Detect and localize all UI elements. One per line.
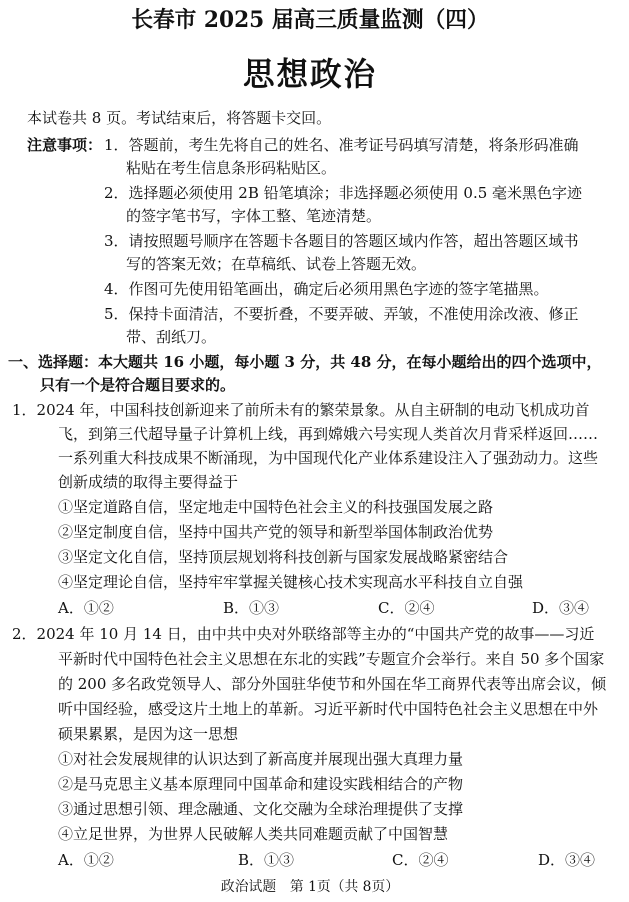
question-1-stem: 一系列重大科技成果不断涌现，为中国现代化产业体系建设注入了强劲动力。这些 [58, 449, 599, 467]
option-c: C．②④ [378, 599, 435, 617]
question-2-stem: 硕果累累，是因为这一思想 [58, 725, 239, 743]
intro-text: 本试卷共 8 页。考试结束后，将答题卡交回。 [27, 109, 332, 127]
note-line: 1．答题前，考生先将自己的姓名、准考证号码填写清楚，将条形码准确 [104, 136, 579, 154]
section-heading: 只有一个是符合题目要求的。 [40, 376, 236, 394]
question-1-item: ④坚定理论自信，坚持牢牢掌握关键核心技术实现高水平科技自立自强 [58, 573, 524, 591]
question-1-stem: 创新成绩的取得主要得益于 [58, 473, 239, 491]
note-line: 2．选择题必须使用 2B 铅笔填涂；非选择题必须使用 0.5 毫米黑色字迹 [104, 184, 583, 202]
section-heading: 一、选择题：本大题共 16 小题，每小题 3 分，共 48 分，在每小题给出的四个选项中， [8, 353, 602, 371]
note-line: 粘贴在考生信息条形码粘贴区。 [126, 159, 337, 177]
note-line: 5．保持卡面清洁，不要折叠，不要弄破、弄皱，不准使用涂改液、修正 [104, 305, 579, 323]
question-1-item: ③坚定文化自信，坚持顶层规划将科技创新与国家发展战略紧密结合 [58, 548, 509, 566]
notes-label: 注意事项： [27, 136, 103, 154]
option-d: D．③④ [538, 851, 596, 869]
question-2-stem: 平新时代中国特色社会主义思想在东北的实践”专题宣介会举行。来自 50 多个国家 [58, 650, 605, 668]
question-1-item: ②坚定制度自信，坚持中国共产党的领导和新型举国体制政治优势 [58, 523, 494, 541]
note-line: 带、刮纸刀。 [126, 328, 217, 346]
question-2-stem: 听中国经验，感受这片土地上的革新。习近平新时代中国特色社会主义思想在中外 [58, 700, 599, 718]
option-d: D．③④ [532, 599, 590, 617]
note-line: 的签字笔书写，字体工整、笔迹清楚。 [126, 207, 382, 225]
question-2-options [58, 850, 618, 870]
option-c: C．②④ [392, 851, 449, 869]
question-2-item: ②是马克思主义基本原理同中国革命和建设实践相结合的产物 [58, 775, 464, 793]
question-2-stem: 2．2024 年 10 月 14 日，由中共中央对外联络部等主办的“中国共产党的故事——习近 [12, 625, 595, 643]
question-1-stem: 1．2024 年，中国科技创新迎来了前所未有的繁荣景象。从自主研制的电动飞机成功首 [12, 401, 590, 419]
question-2-item: ①对社会发展规律的认识达到了新高度并展现出强大真理力量 [58, 750, 464, 768]
question-1-options [58, 598, 618, 618]
question-2-item: ③通过思想引领、理念融通、文化交融为全球治理提供了支撑 [58, 800, 464, 818]
question-1-stem: 飞，到第三代超导量子计算机上线，再到嫦娥六号实现人类首次月背采样返回…… [58, 425, 599, 443]
exam-title: 长春市 2025 届高三质量监测（四） [131, 7, 489, 33]
note-line: 3．请按照题号顺序在答题卡各题目的答题区域内作答，超出答题区域书 [104, 232, 579, 250]
note-line: 4．作图可先使用铅笔画出，确定后必须用黑色字迹的签字笔描黑。 [104, 280, 549, 298]
question-2-item: ④立足世界，为世界人民破解人类共同难题贡献了中国智慧 [58, 825, 449, 843]
question-1-item: ①坚定道路自信，坚定地走中国特色社会主义的科技强国发展之路 [58, 498, 494, 516]
option-b: B．①③ [238, 851, 295, 869]
note-line: 写的答案无效；在草稿纸、试卷上答题无效。 [126, 255, 427, 273]
option-a: A．①② [58, 851, 114, 869]
option-b: B．①③ [223, 599, 280, 617]
question-2-stem: 的 200 多名政党领导人、部分外国驻华使节和外国在华工商界代表等出席会议，倾 [58, 675, 607, 693]
subject-title: 思想政治 [242, 55, 378, 93]
page-footer: 政治试题 第 1页（共 8页） [220, 879, 400, 895]
option-a: A．①② [58, 599, 114, 617]
